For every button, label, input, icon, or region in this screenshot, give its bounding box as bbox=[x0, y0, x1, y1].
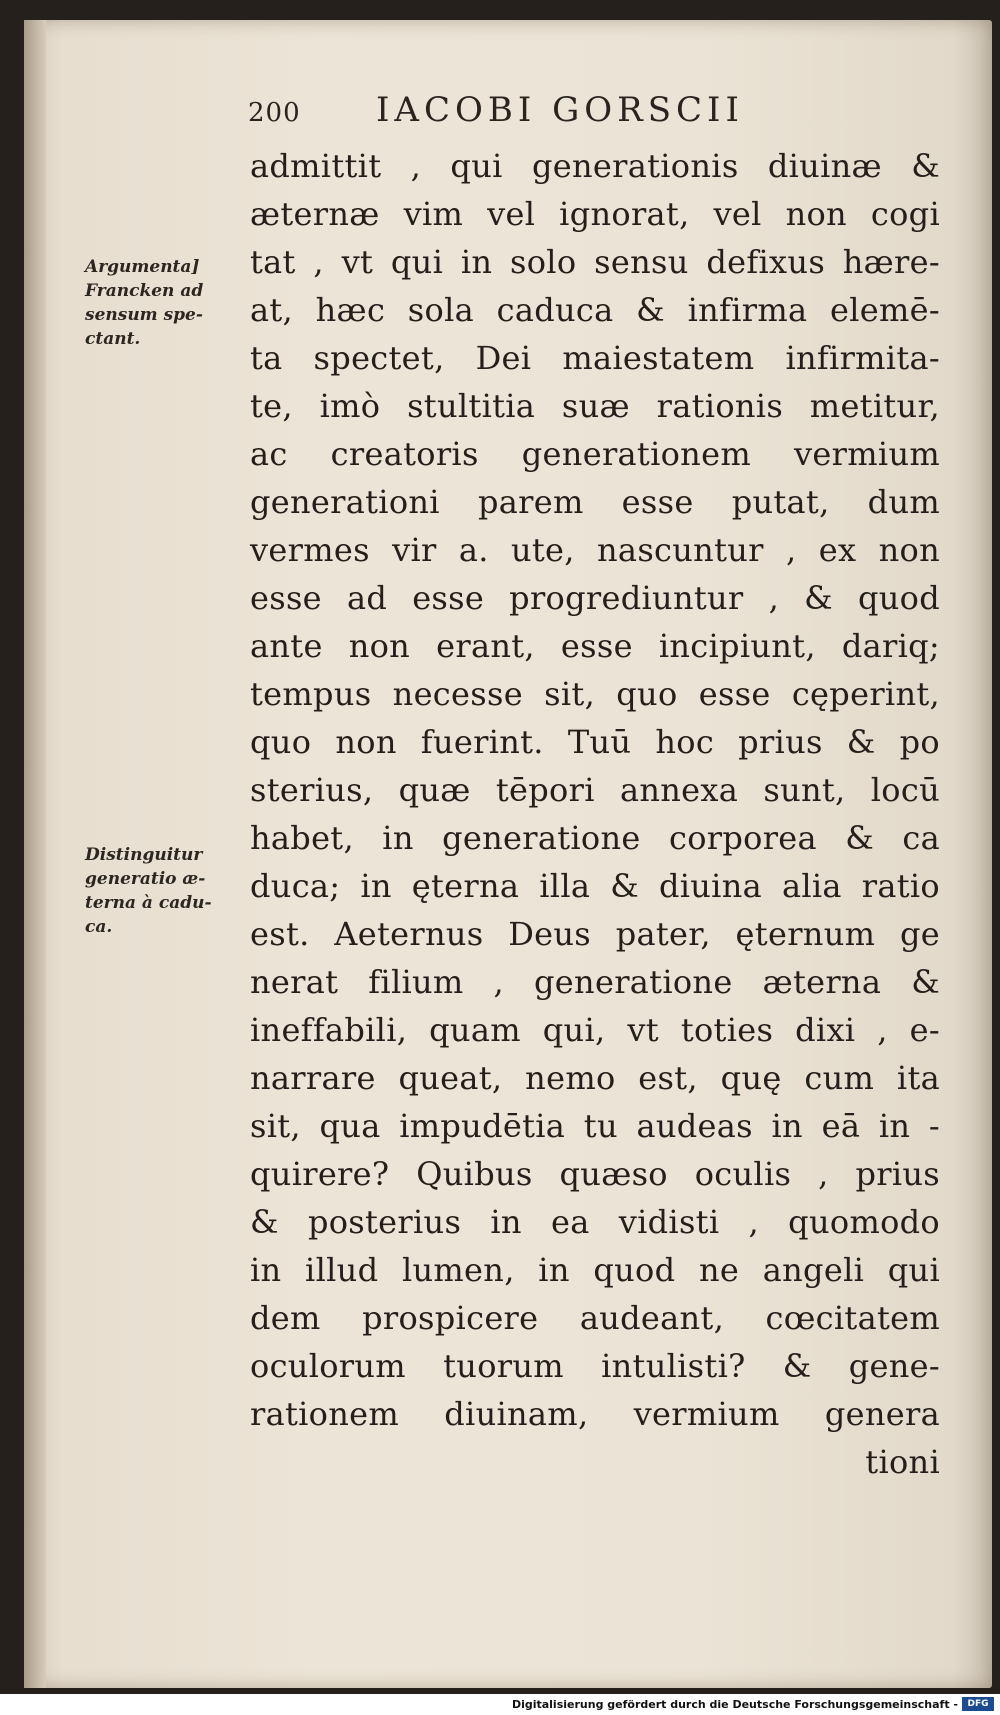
text-line: duca; in ęterna illa & diuina alia ratio bbox=[250, 867, 940, 905]
text-line: ineffabili, quam qui, vt toties dixi , e- bbox=[250, 1011, 940, 1049]
page-gutter bbox=[24, 20, 46, 1688]
text-line: nerat filium , generatione æterna & bbox=[250, 963, 940, 1001]
footer-credit: Digitalisierung gefördert durch die Deutsche Forschungsgemeinschaft - bbox=[511, 1698, 958, 1711]
text-line: rationem diuinam, vermium genera bbox=[250, 1395, 940, 1433]
marginal-note-line: terna à cadu- bbox=[85, 893, 212, 913]
text-line: est. Aeternus Deus pater, ęternum ge bbox=[250, 915, 940, 953]
catchword: tioni bbox=[865, 1443, 940, 1481]
marginal-note-line: Francken ad bbox=[85, 281, 204, 301]
running-head bbox=[248, 90, 848, 140]
text-line: admittit , qui generationis diuinæ & bbox=[250, 147, 940, 185]
text-line: habet, in generatione corporea & ca bbox=[250, 819, 940, 857]
text-line: tempus necesse sit, quo esse cęperint, bbox=[250, 675, 940, 713]
text-line: generationi parem esse putat, dum bbox=[250, 483, 940, 521]
marginal-note-line: Distinguitur bbox=[85, 845, 203, 865]
text-line: & posterius in ea vidisti , quomodo bbox=[250, 1203, 940, 1241]
text-line: ac creatoris generationem vermium bbox=[250, 435, 940, 473]
text-line: æternæ vim vel ignorat, vel non cogi bbox=[250, 195, 940, 233]
text-line: narrare queat, nemo est, quę cum ita bbox=[250, 1059, 940, 1097]
text-line: quo non fuerint. Tuū hoc prius & po bbox=[250, 723, 940, 761]
marginal-note-line: generatio æ- bbox=[85, 869, 206, 889]
running-title: IACOBI GORSCII bbox=[376, 90, 744, 130]
digitization-footer bbox=[0, 1694, 1000, 1715]
marginal-note-argumenta bbox=[85, 255, 245, 351]
text-line: esse ad esse progrediuntur , & quod bbox=[250, 579, 940, 617]
text-line: in illud lumen, in quod ne angeli qui bbox=[250, 1251, 940, 1289]
marginal-note-line: Argumenta] bbox=[85, 257, 200, 277]
text-line: sterius, quæ tēpori annexa sunt, locū bbox=[250, 771, 940, 809]
text-line: tat , vt qui in solo sensu defixus hære- bbox=[250, 243, 940, 281]
marginal-note-line: ctant. bbox=[85, 329, 141, 349]
text-line: sit, qua impudētia tu audeas in eā in - bbox=[250, 1107, 940, 1145]
marginal-note-line: sensum spe- bbox=[85, 305, 203, 325]
text-line: oculorum tuorum intulisti? & gene- bbox=[250, 1347, 940, 1385]
text-line: quirere? Quibus quæso oculis , prius bbox=[250, 1155, 940, 1193]
text-line: at, hæc sola caduca & infirma elemē- bbox=[250, 291, 940, 329]
marginal-note-line: ca. bbox=[85, 917, 113, 937]
page-number: 200 bbox=[248, 98, 301, 128]
text-line: ante non erant, esse incipiunt, dariq; bbox=[250, 627, 940, 665]
marginal-note-distinguitur bbox=[85, 843, 245, 939]
text-line: vermes vir a. ute, nascuntur , ex non bbox=[250, 531, 940, 569]
text-line: te, imò stultitia suæ rationis metitur, bbox=[250, 387, 940, 425]
dfg-logo-icon: DFG bbox=[962, 1697, 994, 1711]
text-line: dem prospicere audeant, cœcitatem bbox=[250, 1299, 940, 1337]
text-line: ta spectet, Dei maiestatem infirmita- bbox=[250, 339, 940, 377]
